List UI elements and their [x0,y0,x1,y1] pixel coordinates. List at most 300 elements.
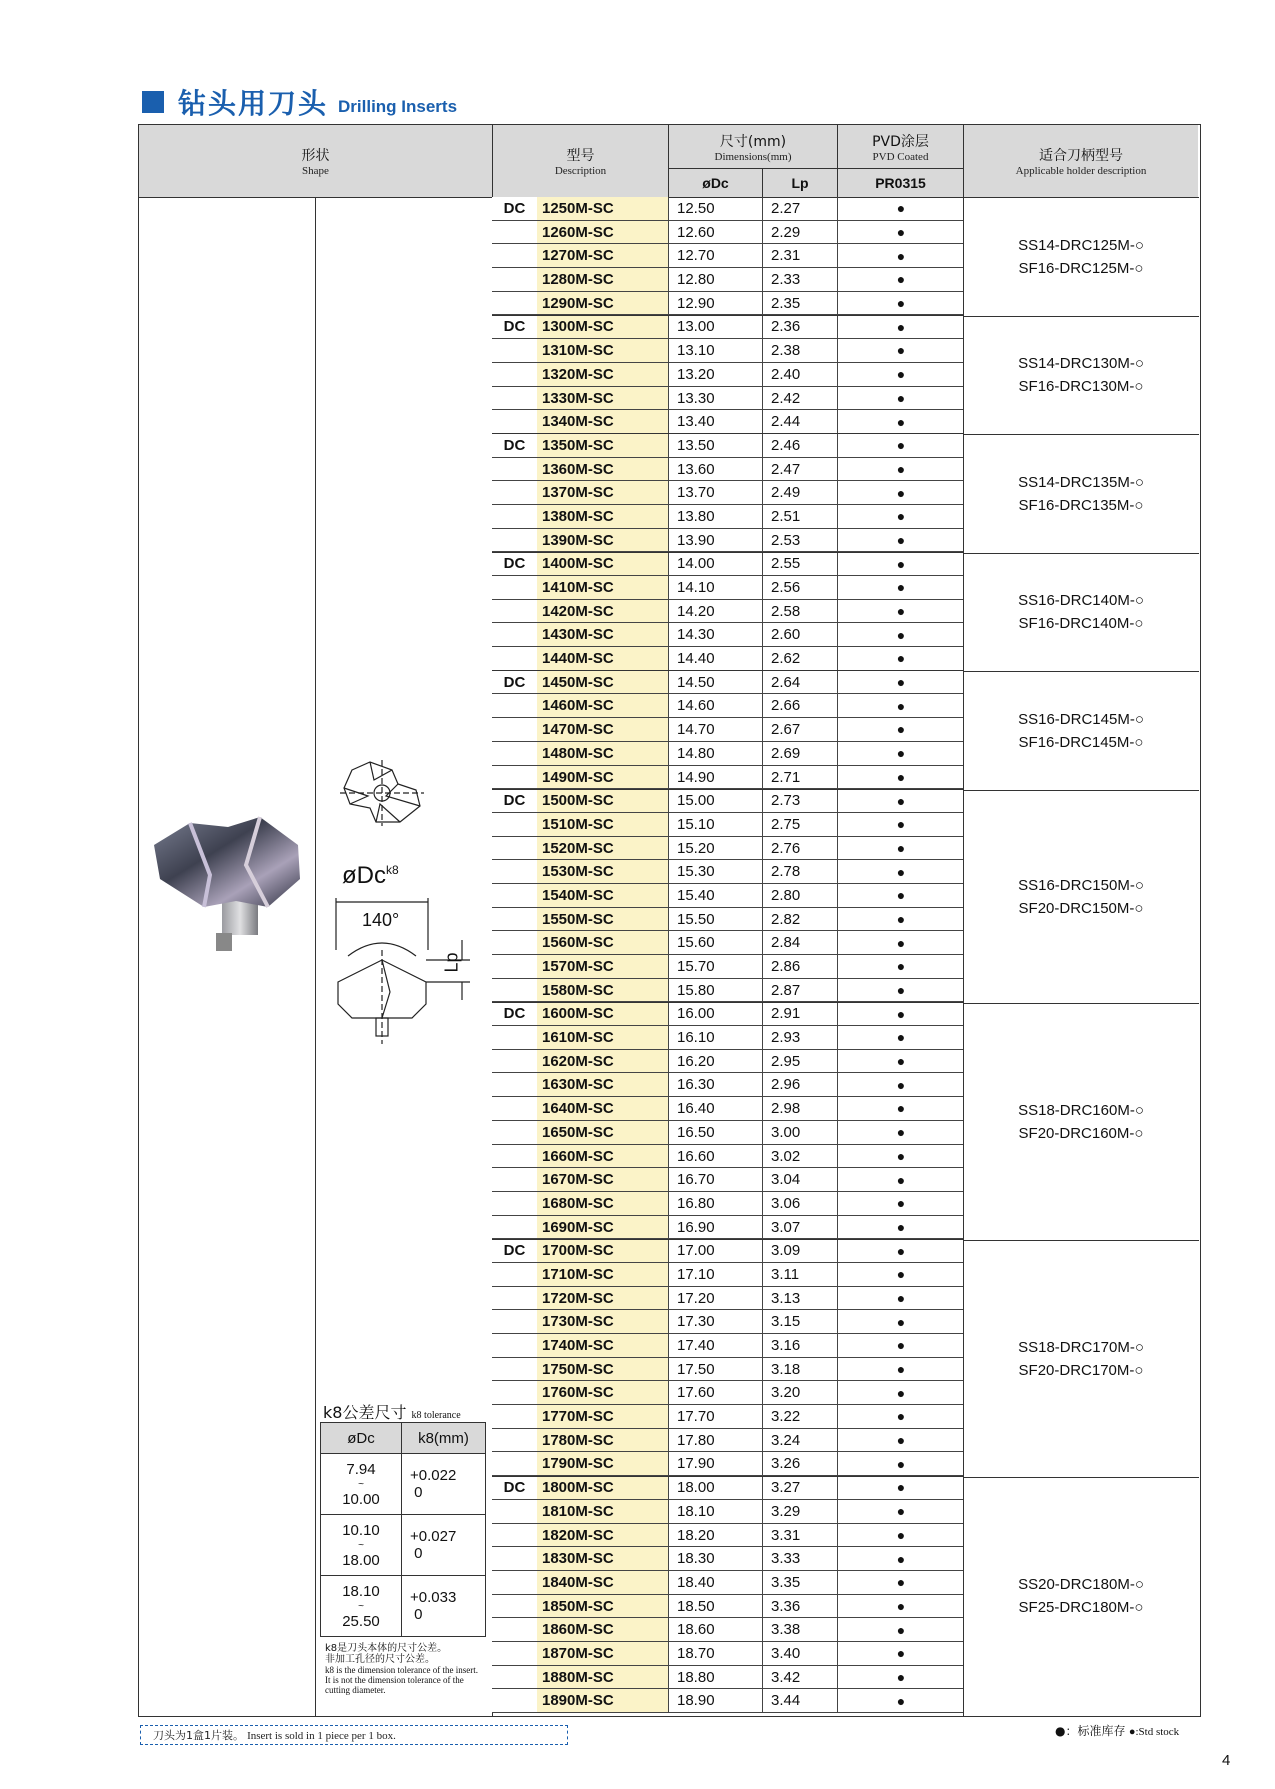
stock-dot-icon: ● [837,600,964,623]
note-en-2: It is not the dimension tolerance of the cutting diameter. [325,1675,464,1695]
row-dc-prefix [492,1145,537,1168]
row-model: 1800M-SC [537,1476,668,1499]
row-dc-prefix [492,766,537,789]
grid-line [762,169,763,197]
row-dc-prefix [492,1192,537,1215]
row-lp-value: 2.29 [762,221,837,244]
table-row [492,268,963,292]
row-lp-value: 2.96 [762,1073,837,1096]
stock-dot-icon: ● [837,1097,964,1120]
stock-dot-icon: ● [837,718,964,741]
row-lp-value: 2.80 [762,884,837,907]
row-model: 1550M-SC [537,908,668,931]
row-model: 1570M-SC [537,955,668,978]
row-model: 1620M-SC [537,1050,668,1073]
row-dc-prefix [492,410,537,433]
stock-dot-icon: ● [837,458,964,481]
row-model: 1420M-SC [537,600,668,623]
row-dc-value: 15.60 [668,931,762,954]
holder-cell [963,790,1199,1003]
row-dc-prefix [492,1168,537,1191]
box-note-en: Insert is sold in 1 piece per 1 box. [247,1730,396,1742]
row-dc-prefix [492,647,537,670]
stock-dot-icon: ● [837,1073,964,1096]
holder-cell [963,434,1199,553]
row-dc-value: 14.70 [668,718,762,741]
stock-dot-icon: ● [837,1050,964,1073]
row-dc-prefix [492,623,537,646]
tolerance-row [321,1515,486,1576]
row-model: 1850M-SC [537,1595,668,1618]
row-lp-value: 2.73 [762,789,837,812]
row-dc-value: 13.00 [668,315,762,338]
holder-line1: SS14-DRC130M-○ [1018,355,1144,373]
table-row [492,955,963,979]
row-dc-value: 16.60 [668,1145,762,1168]
row-model: 1860M-SC [537,1618,668,1641]
row-lp-value: 2.38 [762,339,837,362]
row-dc-value: 16.10 [668,1026,762,1049]
row-model: 1790M-SC [537,1452,668,1475]
row-dc-value: 17.20 [668,1287,762,1310]
row-model: 1690M-SC [537,1216,668,1239]
holder-cell [963,553,1199,672]
stock-dot-icon: ● [837,1358,964,1381]
row-dc-value: 17.00 [668,1239,762,1262]
row-model: 1440M-SC [537,647,668,670]
box-note [140,1725,568,1745]
row-lp-value: 2.62 [762,647,837,670]
row-dc-prefix [492,363,537,386]
table-row [492,1334,963,1358]
row-dc-value: 17.30 [668,1310,762,1333]
header-model-en: Description [554,165,607,177]
holder-cell [963,1240,1199,1477]
stock-dot-icon: ● [837,505,964,528]
table-row [492,1145,963,1169]
tol-lower: 0 [414,1484,423,1501]
header-holder [964,125,1198,197]
holder-line1: SS16-DRC150M-○ [1018,876,1144,894]
tol-lower: 0 [414,1545,423,1562]
stock-dot-icon: ● [837,671,964,694]
table-row [492,481,963,505]
row-lp-value: 3.36 [762,1595,837,1618]
tol-from: 10.10 [342,1521,380,1539]
stock-dot-icon: ● [837,1547,964,1570]
grid-line [669,168,963,169]
diagram-dc-text: øDc [342,862,386,889]
stock-dot-icon: ● [837,268,964,291]
row-lp-value: 2.67 [762,718,837,741]
stock-dot-icon: ● [837,1192,964,1215]
header-dims-zh: 尺寸(mm) [719,133,787,150]
stock-dot-icon: ● [837,1334,964,1357]
stock-legend [1055,1722,1179,1739]
row-lp-value: 2.75 [762,813,837,836]
table-row [492,363,963,387]
row-dc-value: 18.60 [668,1618,762,1641]
row-model: 1350M-SC [537,434,668,457]
row-model: 1840M-SC [537,1571,668,1594]
header-pvd [838,125,963,168]
tol-from: 18.10 [342,1582,380,1600]
holder-cell [963,316,1199,435]
row-lp-value: 2.47 [762,458,837,481]
group-separator [492,552,963,553]
row-lp-value: 3.33 [762,1547,837,1570]
legend-en: ●:Std stock [1128,1726,1180,1738]
grid-line [668,125,669,197]
row-dc-prefix [492,1571,537,1594]
row-lp-value: 3.29 [762,1500,837,1523]
header-dims-en: Dimensions(mm) [714,150,792,163]
stock-dot-icon: ● [837,315,964,338]
row-dc-value: 13.10 [668,339,762,362]
row-lp-value: 2.44 [762,410,837,433]
stock-dot-icon: ● [837,387,964,410]
title-square-icon [142,91,164,113]
table-row [492,1452,963,1476]
row-lp-value: 2.49 [762,481,837,504]
row-lp-value: 2.91 [762,1002,837,1025]
row-lp-value: 3.07 [762,1216,837,1239]
holder-cell [963,1477,1199,1714]
table-row [492,1239,963,1263]
row-model: 1400M-SC [537,552,668,575]
row-model: 1820M-SC [537,1524,668,1547]
row-dc-prefix [492,813,537,836]
holder-line1: SS14-DRC135M-○ [1018,473,1144,491]
header-shape-zh: 形状 [301,148,330,164]
stock-dot-icon: ● [837,1476,964,1499]
table-row [492,1618,963,1642]
holder-line1: SS16-DRC140M-○ [1018,592,1144,610]
stock-dot-icon: ● [837,197,964,220]
table-row [492,766,963,790]
row-dc-value: 13.60 [668,458,762,481]
row-lp-value: 2.36 [762,315,837,338]
row-lp-value: 3.26 [762,1452,837,1475]
table-row [492,979,963,1003]
holder-line2: SF16-DRC145M-○ [1018,733,1144,751]
row-model: 1580M-SC [537,979,668,1002]
row-dc-prefix [492,1263,537,1286]
header-holder-en: Applicable holder description [1015,165,1147,177]
stock-dot-icon: ● [837,837,964,860]
row-lp-value: 3.18 [762,1358,837,1381]
row-dc-value: 15.20 [668,837,762,860]
tol-upper: +0.022 [410,1467,457,1484]
row-dc-value: 14.60 [668,694,762,717]
table-row [492,1429,963,1453]
table-row [492,197,963,221]
table-row [492,410,963,434]
row-model: 1250M-SC [537,197,668,220]
row-dc-value: 16.80 [668,1192,762,1215]
table-row [492,529,963,553]
table-row [492,1547,963,1571]
stock-dot-icon: ● [837,1145,964,1168]
row-dc-value: 18.30 [668,1547,762,1570]
row-dc-value: 16.30 [668,1073,762,1096]
row-lp-value: 2.66 [762,694,837,717]
note-zh-1: k8是刀头本体的尺寸公差。 [325,1643,448,1654]
row-lp-value: 2.84 [762,931,837,954]
header-model-zh: 型号 [566,148,595,164]
row-dc-prefix [492,1026,537,1049]
title-en: Drilling Inserts [338,97,458,116]
row-lp-value: 2.98 [762,1097,837,1120]
row-model: 1290M-SC [537,292,668,315]
row-dc-value: 12.90 [668,292,762,315]
stock-dot-icon: ● [837,244,964,267]
row-model: 1880M-SC [537,1666,668,1689]
row-lp-value: 2.53 [762,529,837,552]
row-lp-value: 3.00 [762,1121,837,1144]
row-model: 1810M-SC [537,1500,668,1523]
row-model: 1340M-SC [537,410,668,433]
tol-tilde: ~ [358,1478,364,1490]
row-lp-value: 2.40 [762,363,837,386]
row-dc-prefix [492,1358,537,1381]
row-dc-prefix [492,884,537,907]
row-dc-prefix [492,1216,537,1239]
table-row [492,1168,963,1192]
row-dc-value: 14.40 [668,647,762,670]
row-model: 1310M-SC [537,339,668,362]
row-dc-prefix [492,1452,537,1475]
tol-upper: +0.033 [410,1589,457,1606]
table-row [492,221,963,245]
row-dc-prefix: DC [492,1476,537,1499]
table-row [492,1524,963,1548]
stock-dot-icon: ● [837,1642,964,1665]
table-row [492,1026,963,1050]
table-row [492,884,963,908]
row-dc-prefix [492,955,537,978]
holder-line2: SF20-DRC160M-○ [1018,1124,1144,1142]
stock-dot-icon: ● [837,363,964,386]
row-model: 1640M-SC [537,1097,668,1120]
group-separator [492,789,963,790]
stock-dot-icon: ● [837,1121,964,1144]
table-row [492,552,963,576]
insert-photo [150,815,300,975]
holder-line1: SS14-DRC125M-○ [1018,236,1144,254]
row-model: 1660M-SC [537,1145,668,1168]
diagram-dc-label [342,862,399,890]
table-row [492,576,963,600]
row-lp-value: 3.09 [762,1239,837,1262]
table-row [492,387,963,411]
row-lp-value: 3.42 [762,1666,837,1689]
note-en-1: k8 is the dimension tolerance of the insert. [325,1665,478,1675]
row-model: 1870M-SC [537,1642,668,1665]
holder-line2: SF16-DRC125M-○ [1018,259,1144,277]
row-lp-value: 2.31 [762,244,837,267]
table-row [492,1263,963,1287]
table-row [492,1287,963,1311]
stock-dot-icon: ● [837,694,964,717]
row-model: 1830M-SC [537,1547,668,1570]
tol-tilde: ~ [358,1600,364,1612]
row-dc-value: 17.80 [668,1429,762,1452]
tolerance-note [325,1643,485,1695]
table-row [492,339,963,363]
row-dc-prefix [492,1097,537,1120]
row-dc-value: 14.30 [668,623,762,646]
row-lp-value: 2.33 [762,268,837,291]
stock-dot-icon: ● [837,552,964,575]
row-dc-value: 13.20 [668,363,762,386]
row-dc-value: 18.70 [668,1642,762,1665]
row-dc-value: 18.20 [668,1524,762,1547]
row-dc-prefix [492,292,537,315]
table-row [492,434,963,458]
header-dimensions [669,125,837,168]
row-model: 1490M-SC [537,766,668,789]
row-dc-prefix [492,1595,537,1618]
row-dc-prefix [492,979,537,1002]
tolerance-title-en: k8 tolerance [411,1410,461,1421]
grid-line [315,197,316,1716]
row-dc-prefix [492,1642,537,1665]
row-model: 1470M-SC [537,718,668,741]
row-lp-value: 3.22 [762,1405,837,1428]
stock-dot-icon: ● [837,1524,964,1547]
row-lp-value: 2.76 [762,837,837,860]
holder-line2: SF25-DRC180M-○ [1018,1598,1144,1616]
stock-dot-icon: ● [837,1595,964,1618]
row-dc-value: 13.40 [668,410,762,433]
holder-cell [963,1003,1199,1240]
row-dc-value: 17.40 [668,1334,762,1357]
row-model: 1300M-SC [537,315,668,338]
table-row [492,671,963,695]
row-lp-value: 3.16 [762,1334,837,1357]
stock-dot-icon: ● [837,529,964,552]
row-dc-value: 13.50 [668,434,762,457]
table-row [492,1002,963,1026]
row-model: 1370M-SC [537,481,668,504]
table-row [492,1571,963,1595]
stock-dot-icon: ● [837,789,964,812]
row-dc-value: 13.30 [668,387,762,410]
row-lp-value: 3.06 [762,1192,837,1215]
row-dc-prefix [492,576,537,599]
row-dc-prefix [492,1666,537,1689]
stock-dot-icon: ● [837,292,964,315]
row-dc-value: 17.60 [668,1381,762,1404]
row-lp-value: 2.93 [762,1026,837,1049]
row-dc-prefix [492,268,537,291]
row-dc-prefix [492,1381,537,1404]
table-row [492,1642,963,1666]
stock-dot-icon: ● [837,623,964,646]
row-dc-prefix: DC [492,1002,537,1025]
row-model: 1410M-SC [537,576,668,599]
box-note-zh: 刀头为1盒1片装。 [153,1729,244,1742]
row-dc-prefix [492,1050,537,1073]
row-dc-prefix: DC [492,315,537,338]
holder-line1: SS18-DRC160M-○ [1018,1101,1144,1119]
stock-dot-icon: ● [837,1239,964,1262]
row-dc-prefix [492,908,537,931]
row-dc-prefix: DC [492,671,537,694]
tol-lower: 0 [414,1606,423,1623]
stock-dot-icon: ● [837,1381,964,1404]
row-model: 1630M-SC [537,1073,668,1096]
row-dc-value: 15.00 [668,789,762,812]
tol-tilde: ~ [358,1539,364,1551]
group-separator [492,1476,963,1477]
row-dc-prefix [492,244,537,267]
group-separator [492,433,963,434]
stock-dot-icon: ● [837,1287,964,1310]
stock-dot-icon: ● [837,647,964,670]
row-model: 1750M-SC [537,1358,668,1381]
stock-dot-icon: ● [837,339,964,362]
row-dc-prefix: DC [492,789,537,812]
row-dc-value: 18.00 [668,1476,762,1499]
table-row [492,1358,963,1382]
row-model: 1740M-SC [537,1334,668,1357]
row-dc-value: 17.50 [668,1358,762,1381]
row-lp-value: 3.27 [762,1476,837,1499]
table-row [492,1666,963,1690]
grid-line [837,125,838,197]
row-lp-value: 2.56 [762,576,837,599]
row-model: 1560M-SC [537,931,668,954]
stock-dot-icon: ● [837,1618,964,1641]
row-lp-value: 2.55 [762,552,837,575]
stock-dot-icon: ● [837,931,964,954]
table-row [492,1476,963,1500]
tolerance-row [321,1454,486,1515]
row-model: 1650M-SC [537,1121,668,1144]
header-holder-zh: 适合刀柄型号 [1039,148,1123,164]
row-dc-value: 14.10 [668,576,762,599]
row-model: 1540M-SC [537,884,668,907]
row-dc-value: 16.20 [668,1050,762,1073]
row-lp-value: 2.86 [762,955,837,978]
header-lp: Lp [763,169,837,197]
row-model: 1610M-SC [537,1026,668,1049]
stock-dot-icon: ● [837,1026,964,1049]
row-dc-prefix [492,481,537,504]
row-dc-value: 12.80 [668,268,762,291]
row-dc-value: 17.10 [668,1263,762,1286]
stock-dot-icon: ● [837,813,964,836]
row-lp-value: 3.04 [762,1168,837,1191]
row-dc-value: 15.80 [668,979,762,1002]
row-dc-prefix [492,837,537,860]
table-row [492,1121,963,1145]
stock-dot-icon: ● [837,1002,964,1025]
row-dc-prefix [492,1287,537,1310]
row-lp-value: 3.31 [762,1524,837,1547]
row-lp-value: 3.15 [762,1310,837,1333]
row-lp-value: 3.13 [762,1287,837,1310]
table-row [492,1097,963,1121]
table-row [492,1689,963,1713]
diagram-angle: 140° [362,910,400,930]
holder-line1: SS16-DRC145M-○ [1018,710,1144,728]
holder-line2: SF16-DRC130M-○ [1018,378,1144,396]
row-dc-value: 14.20 [668,600,762,623]
row-dc-value: 17.70 [668,1405,762,1428]
